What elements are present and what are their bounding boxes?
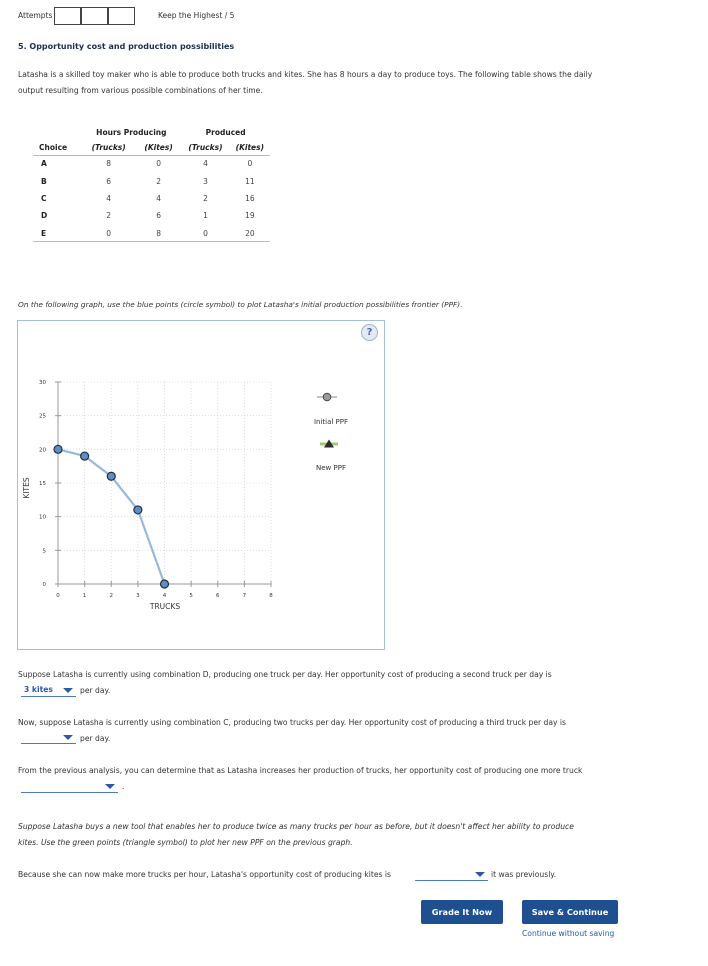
cell-choice: C [41,193,47,203]
chevron-down-icon [63,735,73,740]
header-choice: Choice [39,142,68,152]
cell-produced-kites: 19 [245,211,255,221]
header-produced-kites: (Kites) [235,142,265,152]
cell-hours-trucks: 8 [106,159,112,169]
table-row [33,155,270,172]
attempts-label: Attempts [18,11,53,20]
table-row [33,190,270,207]
q2-text: Now, suppose Latasha is currently using combination C, producing two trucks per day. Her opportunity cost of producing a third truck per day is [18,718,566,727]
cell-choice: D [41,211,48,221]
header-hours-kites: (Kites) [144,142,173,152]
cell-hours-kites: 8 [156,228,161,238]
q4-line-1: Suppose Latasha buys a new tool that enables her to produce twice as many trucks per hour as before, but it doesn't affect her ability to produce [18,822,574,831]
y-axis-label: KITES [22,477,31,499]
cell-hours-kites: 2 [156,176,161,186]
cell-produced-trucks: 2 [203,193,208,203]
y-tick-label: 0 [42,582,46,588]
x-tick-label: 4 [162,593,167,599]
q3-dropdown[interactable] [21,781,118,793]
question-title: 5. Opportunity cost and production possibilities [18,42,235,51]
attempt-box-1 [54,7,81,25]
q3-suffix: . [122,782,125,791]
grade-it-now-button[interactable]: Grade It Now [421,900,503,924]
continue-without-saving-link[interactable]: Continue without saving [522,929,615,938]
q3-text: From the previous analysis, you can determine that as Latasha increases her production of trucks, her opportunity cost of producing one more truck [18,766,583,775]
x-tick-label: 0 [56,593,60,599]
cell-produced-trucks: 0 [203,228,208,238]
q2-suffix: per day. [80,734,111,743]
cell-choice: E [41,228,47,238]
x-tick-label: 7 [242,593,247,599]
cell-hours-kites: 0 [156,159,161,169]
legend-initial-circle-icon[interactable] [323,393,331,401]
q4-text [18,819,574,851]
y-tick-label: 15 [39,481,46,487]
save-continue-button[interactable]: Save & Continue [522,900,618,924]
legend [314,393,348,472]
cell-hours-trucks: 0 [106,228,112,238]
attempt-box-2 [81,7,108,25]
cell-produced-kites: 11 [245,176,255,186]
table-row [33,172,270,189]
x-tick-label: 5 [189,593,193,599]
q2-dropdown[interactable] [21,732,76,744]
ppf-point[interactable] [81,452,89,460]
q1-dropdown-value: 3 kites [24,685,53,694]
attempt-box-3 [108,7,135,25]
x-axis-label: TRUCKS [149,602,181,611]
header-hours-trucks: (Trucks) [91,142,126,152]
q5-suffix: it was previously. [491,870,557,879]
chevron-down-icon [105,784,115,789]
cell-choice: B [41,176,47,186]
intro-line-2: output resulting from various possible combinations of her time. [18,86,263,95]
ppf-point[interactable] [107,472,115,480]
chevron-down-icon [475,872,485,877]
q5-dropdown[interactable] [415,869,488,881]
y-tick-label: 25 [39,413,46,420]
y-tick-label: 30 [39,380,46,386]
x-tick-label: 3 [136,593,140,599]
header-produced-trucks: (Trucks) [188,142,223,152]
y-tick-label: 5 [42,548,46,555]
help-icon[interactable]: ? [361,324,378,341]
y-tick-label: 10 [39,514,46,521]
ppf-point[interactable] [161,580,169,588]
x-tick-label: 8 [269,593,273,599]
y-tick-label: 20 [39,447,46,454]
q4-line-2: kites. Use the green points (triangle symbol) to plot her new PPF on the previous graph. [18,838,353,847]
cell-produced-kites: 20 [245,228,255,238]
cell-hours-trucks: 2 [106,211,112,221]
table-row [33,207,270,224]
cell-hours-kites: 4 [156,193,161,203]
chevron-down-icon [63,688,73,693]
intro-line-1: Latasha is a skilled toy maker who is able to produce both trucks and kites. She has 8 hours a day to produce toys. The following table shows the daily [18,70,593,79]
cell-hours-kites: 6 [156,211,161,221]
q1-dropdown[interactable] [21,685,76,697]
legend-initial-label: Initial PPF [313,418,349,426]
cell-hours-trucks: 6 [106,176,112,186]
question-intro [18,67,658,99]
legend-new-label: New PPF [316,464,346,472]
cell-produced-trucks: 3 [203,176,208,186]
table-row [33,225,270,242]
cell-produced-kites: 16 [245,193,255,203]
cell-produced-trucks: 1 [203,211,208,221]
q1-suffix: per day. [80,686,111,695]
x-tick-label: 1 [82,593,87,599]
keep-highest-label: Keep the Highest / 5 [158,11,235,20]
cell-produced-trucks: 4 [203,159,208,169]
x-tick-label: 2 [109,593,113,599]
graph-instruction: On the following graph, use the blue points (circle symbol) to plot Latasha's initial production possibilities frontier (PPF). [18,300,463,309]
cell-hours-trucks: 4 [106,193,112,203]
x-tick-label: 6 [216,593,220,599]
ppf-chart[interactable] [17,320,385,650]
header-produced: Produced [205,128,246,137]
header-hours-producing: Hours Producing [96,128,167,137]
q5-text: Because she can now make more trucks per hour, Latasha's opportunity cost of producing kites is [18,870,391,879]
ppf-point[interactable] [54,445,62,453]
cell-choice: A [41,159,47,169]
q1-text: Suppose Latasha is currently using combination D, producing one truck per day. Her opportunity cost of producing a second truck per day is [18,670,552,679]
ppf-point[interactable] [134,506,142,514]
production-table [33,125,270,242]
cell-produced-kites: 0 [247,159,253,169]
